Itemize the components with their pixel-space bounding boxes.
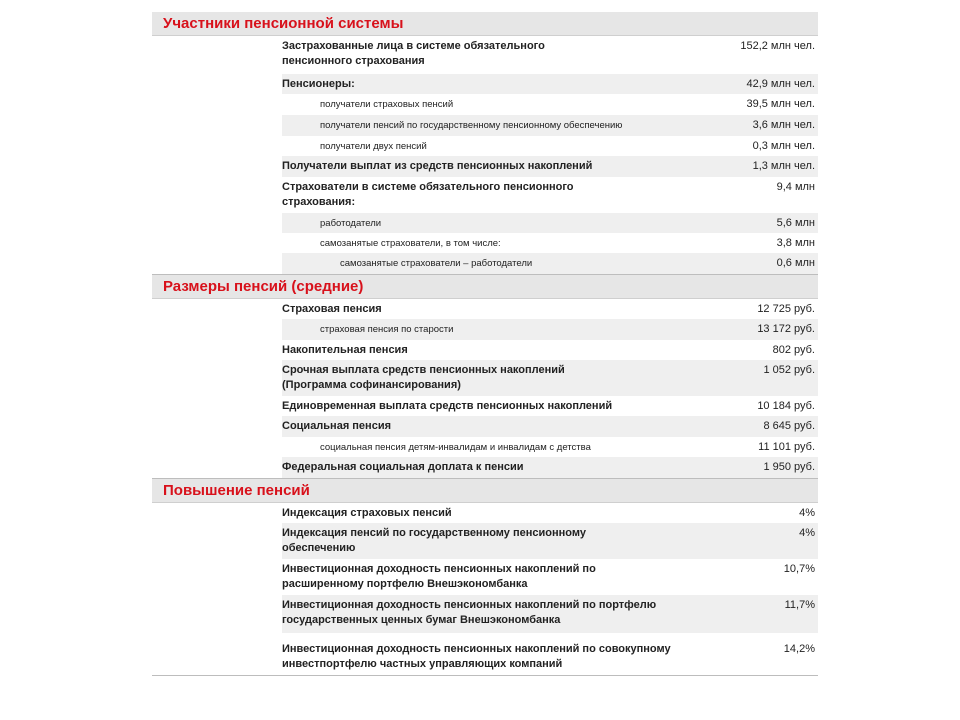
row-label: Страхователи в системе обязательного пенсионного страхования: — [282, 181, 574, 208]
section-title: Повышение пенсий — [152, 479, 818, 503]
row-label: Индексация пенсий по государственному пенсионному обеспечению — [282, 527, 586, 554]
table-row — [282, 213, 818, 233]
row-value: 802 руб. — [772, 344, 815, 356]
row-value: 11 101 руб. — [758, 441, 815, 453]
table-row — [282, 36, 818, 74]
row-value: 13 172 руб. — [757, 323, 815, 335]
row-label: самозанятые страхователи, в том числе: — [320, 238, 501, 249]
row-value: 3,6 млн чел. — [752, 119, 815, 131]
table-row — [282, 523, 818, 559]
table-row — [282, 253, 818, 274]
table-row — [282, 136, 818, 156]
section-participants — [152, 12, 818, 275]
table-row — [282, 595, 818, 633]
row-value: 10 184 руб. — [757, 400, 815, 412]
row-value: 152,2 млн чел. — [740, 40, 815, 52]
row-label: Социальная пенсия — [282, 420, 391, 432]
row-label: Инвестиционная доходность пенсионных накоплений по совокупному инвестпортфелю частных управляющих компаний — [282, 643, 671, 670]
table-row — [282, 639, 818, 675]
table-row — [282, 559, 818, 595]
row-label: Получатели выплат из средств пенсионных накоплений — [282, 160, 593, 172]
table-row — [282, 457, 818, 478]
row-value: 39,5 млн чел. — [746, 98, 815, 110]
table-row — [282, 233, 818, 253]
row-label: страховая пенсия по старости — [320, 324, 454, 335]
row-value: 12 725 руб. — [757, 303, 815, 315]
table-row — [282, 416, 818, 437]
row-value: 1,3 млн чел. — [752, 160, 815, 172]
section-divider — [152, 675, 818, 676]
row-value: 8 645 руб. — [763, 420, 815, 432]
row-label: Застрахованные лица в системе обязательного пенсионного страхования — [282, 40, 545, 67]
table-row — [282, 177, 818, 213]
row-label: получатели страховых пенсий — [320, 99, 454, 110]
table-row — [282, 115, 818, 136]
row-label: работодатели — [320, 218, 382, 229]
section-pension-sizes — [152, 275, 818, 479]
row-value: 4% — [799, 507, 815, 519]
row-label: социальная пенсия детям-инвалидам и инвалидам с детства — [320, 442, 591, 453]
row-label: Инвестиционная доходность пенсионных накоплений по расширенному портфелю Внешэкономбанка — [282, 563, 596, 590]
row-label: получатели двух пенсий — [320, 141, 427, 152]
row-label: Пенсионеры: — [282, 78, 355, 90]
table-row — [282, 299, 818, 319]
row-value: 11,7% — [784, 599, 815, 611]
row-value: 3,8 млн — [776, 237, 815, 249]
row-value: 0,6 млн — [776, 257, 815, 269]
row-label: Инвестиционная доходность пенсионных накоплений по портфелю государственных ценных бумаг Внешэкономбанка — [282, 599, 657, 626]
row-label: Страховая пенсия — [282, 303, 382, 315]
table-row — [282, 437, 818, 457]
row-value: 1 950 руб. — [763, 461, 815, 473]
row-value: 5,6 млн — [776, 217, 815, 229]
table-row — [282, 503, 818, 523]
pension-stats-table — [152, 12, 818, 676]
row-value: 42,9 млн чел. — [746, 78, 815, 90]
table-row — [282, 319, 818, 340]
table-row — [282, 396, 818, 416]
table-row — [282, 156, 818, 177]
table-row — [282, 340, 818, 360]
row-label: получатели пенсий по государственному пенсионному обеспечению — [320, 120, 623, 131]
row-label: Федеральная социальная доплата к пенсии — [282, 461, 524, 473]
table-row — [282, 74, 818, 94]
section-title: Участники пенсионной системы — [152, 12, 818, 36]
row-label: Индексация страховых пенсий — [282, 507, 452, 519]
section-pension-increase — [152, 479, 818, 676]
row-value: 14,2% — [783, 643, 815, 655]
row-value: 0,3 млн чел. — [752, 140, 815, 152]
row-label: самозанятые страхователи – работодатели — [340, 258, 533, 269]
row-label: Срочная выплата средств пенсионных накоплений (Программа софинансирования) — [282, 364, 565, 391]
row-label: Единовременная выплата средств пенсионных накоплений — [282, 400, 613, 412]
section-title: Размеры пенсий (средние) — [152, 275, 818, 299]
row-value: 10,7% — [783, 563, 815, 575]
row-value: 9,4 млн — [776, 181, 815, 193]
table-row — [282, 94, 818, 115]
row-label: Накопительная пенсия — [282, 344, 408, 356]
row-value: 4% — [799, 527, 815, 539]
row-value: 1 052 руб. — [763, 364, 815, 376]
table-row — [282, 360, 818, 396]
